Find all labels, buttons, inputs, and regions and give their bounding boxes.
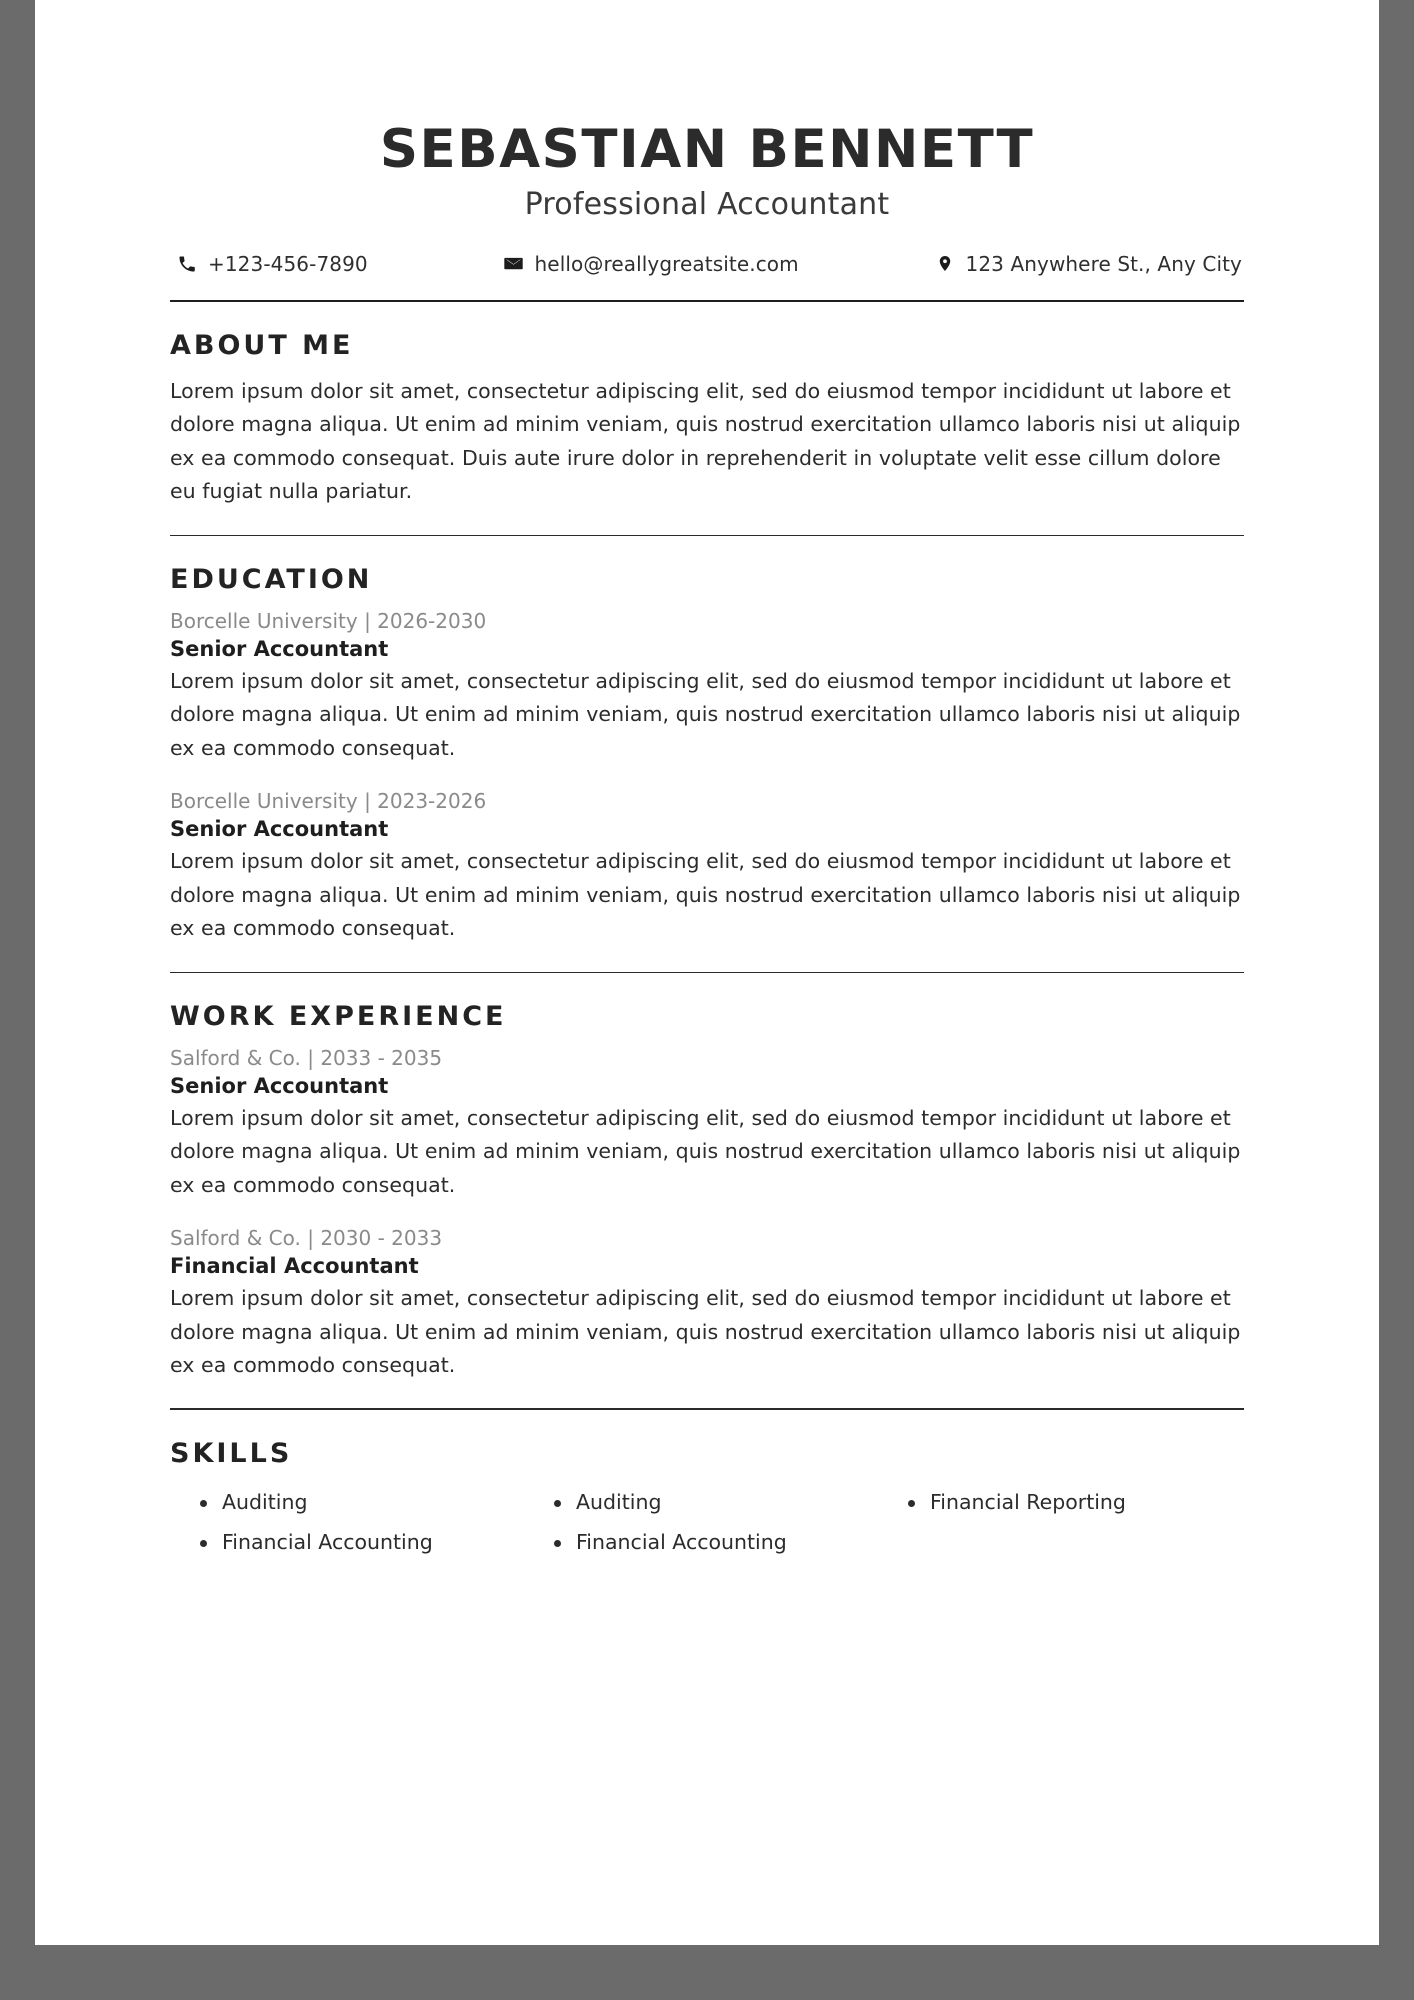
resume-page: [35, 0, 1379, 1945]
section-title-skills: SKILLS: [170, 1437, 293, 1469]
skills-grid: [170, 1483, 1244, 1563]
work-entry-text: Lorem ipsum dolor sit amet, consectetur adipiscing elit, sed do eiusmod tempor incididunt ut labore et dolore magna aliqua. Ut enim ad minim veniam, quis nostrud exercitation ullamco laboris nisi ut aliquip ex ea commodo consequat.: [170, 1106, 1241, 1197]
section-title-about-me: ABOUT ME: [170, 329, 354, 361]
location-pin-icon: [934, 253, 956, 275]
work-entry: [170, 1046, 1244, 1202]
work-entry-title: Financial Accountant: [170, 1254, 419, 1279]
skills-column: [546, 1483, 890, 1563]
education-entry-text: Lorem ipsum dolor sit amet, consectetur adipiscing elit, sed do eiusmod tempor incididunt ut labore et dolore magna aliqua. Ut enim ad minim veniam, quis nostrud exercitation ullamco laboris nisi ut aliquip ex ea commodo consequat.: [170, 849, 1241, 941]
work-entry-title: Senior Accountant: [170, 1074, 389, 1098]
education-entry-meta: Borcelle University | 2026-2030: [170, 609, 487, 634]
about-me-text: Lorem ipsum dolor sit amet, consectetur adipiscing elit, sed do eiusmod tempor incididunt ut labore et dolore magna aliqua. Ut enim ad minim veniam, quis nostrud exercitation ullamco laboris nisi ut aliquip ex ea commodo consequat. Duis aute irure dolor in reprehenderit in voluptate velit esse cillum dolore eu fugiat nulla pariatur.: [170, 378, 1241, 504]
education-entry: [170, 789, 1244, 945]
job-title-subtitle: Professional Accountant: [524, 186, 890, 222]
contact-address[interactable]: [934, 252, 1242, 276]
section-education: [170, 536, 1244, 945]
contact-email-text: hello@reallygreatsite.com: [534, 251, 799, 276]
phone-icon: [176, 253, 198, 275]
section-skills: [170, 1410, 1244, 1563]
contact-phone[interactable]: [176, 252, 368, 276]
work-entry-meta: Salford & Co. | 2030 - 2033: [170, 1226, 443, 1251]
list-item: Financial Accounting: [192, 1523, 536, 1563]
work-entry-meta: Salford & Co. | 2033 - 2035: [170, 1046, 443, 1070]
page-title: SEBASTIAN BENNETT: [379, 119, 1035, 180]
work-entry: [170, 1226, 1244, 1382]
list-item: Auditing: [192, 1483, 536, 1523]
contact-address-text: 123 Anywhere St., Any City: [965, 251, 1242, 276]
contact-row: [170, 252, 1244, 276]
skills-column: [900, 1483, 1244, 1563]
section-about-me: [170, 302, 1244, 509]
section-title-work-experience: WORK EXPERIENCE: [170, 1001, 507, 1032]
list-item: Financial Reporting: [900, 1483, 1244, 1523]
email-icon: [503, 253, 525, 275]
education-entry-title: Senior Accountant: [170, 637, 389, 662]
skills-column: [192, 1483, 536, 1563]
list-item: Auditing: [546, 1483, 890, 1523]
education-entry-title: Senior Accountant: [170, 817, 389, 842]
section-work-experience: [170, 973, 1244, 1382]
contact-email[interactable]: [503, 252, 799, 276]
resume-sheet: [35, 0, 1379, 1563]
contact-phone-text: +123-456-7890: [208, 251, 368, 276]
education-entry: [170, 609, 1244, 765]
work-entry-text: Lorem ipsum dolor sit amet, consectetur adipiscing elit, sed do eiusmod tempor incididunt ut labore et dolore magna aliqua. Ut enim ad minim veniam, quis nostrud exercitation ullamco laboris nisi ut aliquip ex ea commodo consequat.: [170, 1286, 1241, 1378]
education-entry-meta: Borcelle University | 2023-2026: [170, 789, 487, 814]
list-item: Financial Accounting: [546, 1523, 890, 1563]
education-entry-text: Lorem ipsum dolor sit amet, consectetur adipiscing elit, sed do eiusmod tempor incididunt ut labore et dolore magna aliqua. Ut enim ad minim veniam, quis nostrud exercitation ullamco laboris nisi ut aliquip ex ea commodo consequat.: [170, 669, 1241, 760]
section-title-education: EDUCATION: [170, 564, 373, 596]
